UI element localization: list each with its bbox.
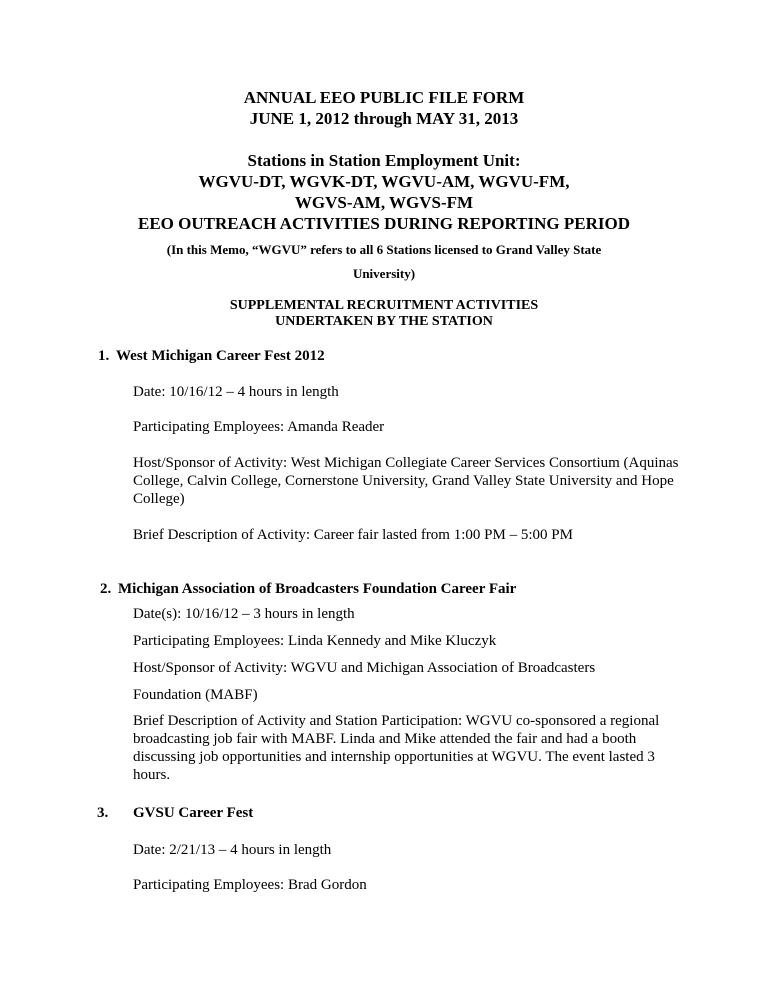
activity-1-number: 1.: [98, 348, 110, 364]
stations-list-line1: WGVU-DT, WGVK-DT, WGVU-AM, WGVU-FM,: [198, 172, 570, 191]
stations-list-line2: WGVS-AM, WGVS-FM: [294, 193, 474, 212]
activity-2-description: Brief Description of Activity and Station Participation: WGVU co-sponsored a regional broadcasting job fair with MABF. Linda and Mike attended the fair and had a booth discussing job opportunities and internship opportunities at WGVU. The event lasted 3 hours.: [133, 713, 660, 783]
memo-note-line1: (In this Memo, “WGVU” refers to all 6 Stations licensed to Grand Valley State: [166, 242, 602, 257]
stations-heading: Stations in Station Employment Unit:: [247, 151, 521, 170]
activity-3-title: GVSU Career Fest: [133, 805, 254, 821]
memo-note-line2: University): [352, 266, 416, 281]
form-title: ANNUAL EEO PUBLIC FILE FORM: [243, 88, 525, 107]
activity-2-title: Michigan Association of Broadcasters Foundation Career Fair: [118, 581, 517, 597]
supplemental-heading-line1: SUPPLEMENTAL RECRUITMENT ACTIVITIES: [229, 298, 539, 313]
activity-2-number: 2.: [100, 581, 112, 597]
activity-3-employees: Participating Employees: Brad Gordon: [133, 877, 367, 893]
activity-2-employees: Participating Employees: Linda Kennedy and Mike Kluczyk: [133, 633, 497, 649]
activity-3-date: Date: 2/21/13 – 4 hours in length: [133, 842, 332, 858]
activity-1-employees: Participating Employees: Amanda Reader: [133, 419, 385, 435]
activity-2-host-line2: Foundation (MABF): [133, 687, 258, 703]
activity-1-description: Brief Description of Activity: Career fair lasted from 1:00 PM – 5:00 PM: [133, 527, 573, 543]
activity-2-host-line1: Host/Sponsor of Activity: WGVU and Michigan Association of Broadcasters: [133, 660, 596, 676]
activity-1-date: Date: 10/16/12 – 4 hours in length: [133, 384, 339, 400]
outreach-heading: EEO OUTREACH ACTIVITIES DURING REPORTING PERIOD: [137, 214, 630, 233]
reporting-period: JUNE 1, 2012 through MAY 31, 2013: [249, 109, 519, 128]
activity-1-host: Host/Sponsor of Activity: West Michigan Collegiate Career Services Consortium (Aquinas College, Calvin College, Cornerstone University, Grand Valley State University and Hope College): [133, 455, 679, 507]
supplemental-heading-line2: UNDERTAKEN BY THE STATION: [275, 314, 493, 329]
activity-2-date: Date(s): 10/16/12 – 3 hours in length: [133, 606, 355, 622]
activity-3-number: 3.: [97, 805, 109, 821]
activity-1-title: West Michigan Career Fest 2012: [116, 348, 325, 364]
